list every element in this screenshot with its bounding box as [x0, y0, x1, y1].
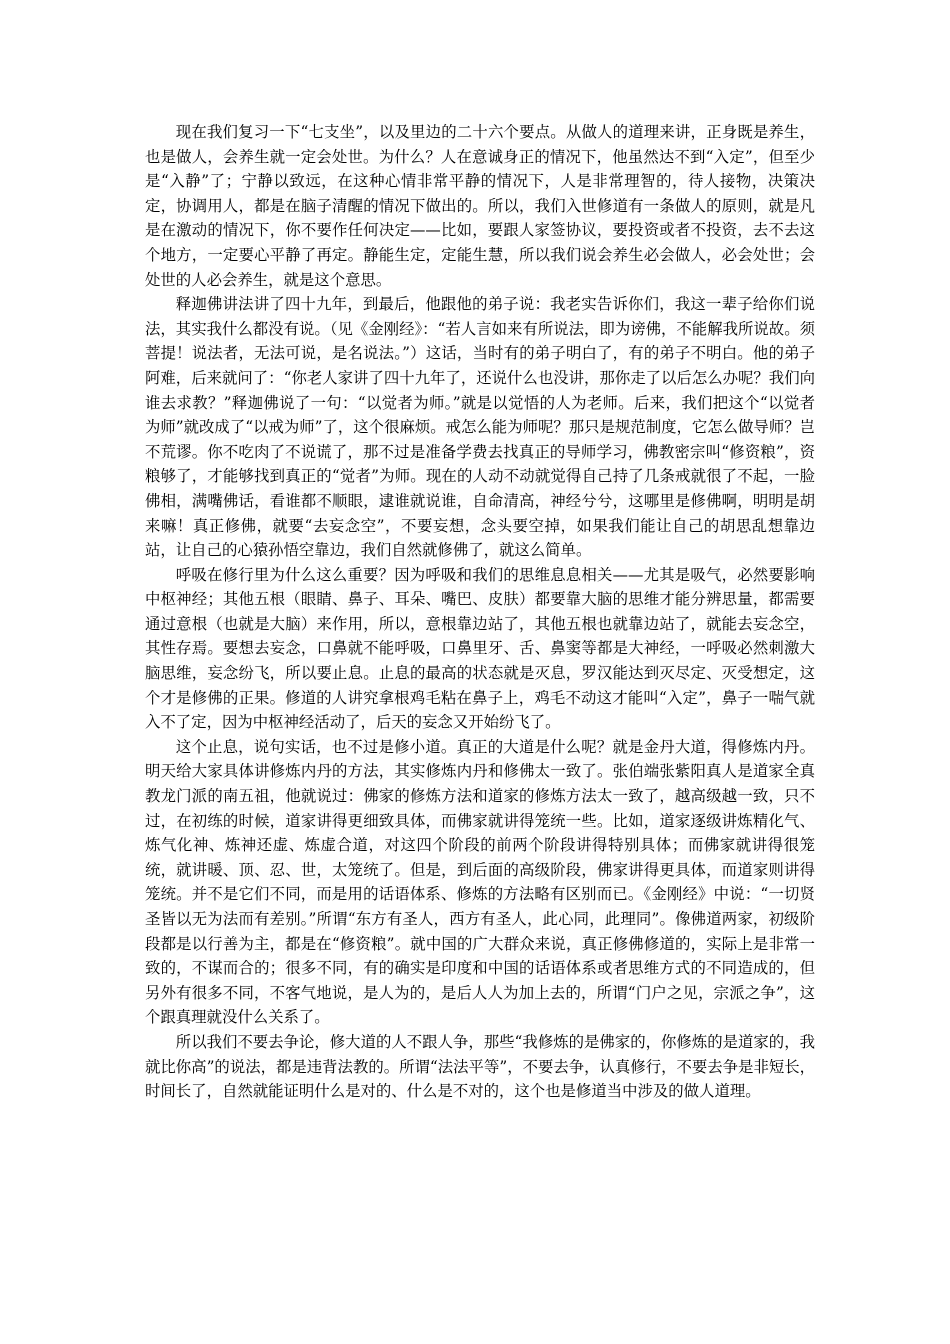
paragraph-buddha-teaching: 释迦佛讲法讲了四十九年，到最后，他跟他的弟子说：我老实告诉你们，我这一辈子给你们说法，其实我什么都没有说。（见《金刚经》：“若人言如来有所说法，即为谤佛，不能解我所说故。须菩提！说法者，无法可说，是名说法。”）这话，当时有的弟子明白了，有的弟子不明白。他的弟子阿难，后来就问了：“你老人家讲了四十九年了，还说什么也没讲，那你走了以后怎么办呢？我们向谁去求教？”释迦佛说了一句：“以觉者为师。”就是以觉悟的人为老师。后来，我们把这个“以觉者为师”就改成了“以戒为师”了，这个很麻烦。戒怎么能为师呢？那只是规范制度，它怎么做导师？岂不荒谬。你不吃肉了不说谎了，那不过是准备学费去找真正的导师学习，佛教密宗叫“修资粮”，资粮够了，才能够找到真正的“觉者”为师。现在的人动不动就觉得自己持了几条戒就很了不起，一脸佛相，满嘴佛话，看谁都不顺眼，逮谁就说谁，自命清高，神经兮兮，这哪里是修佛啊，明明是胡来嘛！真正修佛，就要“去妄念空”，不要妄想，念头要空掉，如果我们能让自己的胡思乱想靠边站，让自己的心猿孙悟空靠边，我们自然就修佛了，就这么简单。: [145, 295, 816, 560]
paragraph-seven-point-posture: 现在我们复习一下“七支坐”，以及里边的二十六个要点。从做人的道理来讲，正身既是养生，也是做人，会养生就一定会处世。为什么？人在意诚身正的情况下，他虽然达不到“入定”，但至少是“入静”了；宁静以致远，在这种心情非常平静的情况下，人是非常理智的，待人接物，决策决定，协调用人，都是在脑子清醒的情况下做出的。所以，我们入世修道有一条做人的原则，就是凡是在激动的情况下，你不要作任何决定——比如，要跟人家签协议，要投资或者不投资，去不去这个地方，一定要心平静了再定。静能生定，定能生慧，所以我们说会养生必会做人，必会处世；会处世的人必会养生，就是这个意思。: [145, 123, 815, 289]
paragraph-breathing: 呼吸在修行里为什么这么重要？因为呼吸和我们的思维息息相关——尤其是吸气，必然要影响中枢神经；其他五根（眼睛、鼻子、耳朵、嘴巴、皮肤）都要靠大脑的思维才能分辨思量，都需要通过意根（也就是大脑）来作用，所以，意根靠边站了，其他五根也就靠边站了，就能去妄念空，其性存焉。要想去妄念，口鼻就不能呼吸，口鼻里牙、舌、鼻窦等都是大神经，一呼吸必然刺激大脑思维，妄念纷飞，所以要止息。止息的最高的状态就是灭息，罗汉能达到灭尽定、灭受想定，这个才是修佛的正果。修道的人讲究拿根鸡毛粘在鼻子上，鸡毛不动这才能叫“入定”，鼻子一喘气就入不了定，因为中枢神经活动了，后天的妄念又开始纷飞了。: [145, 565, 815, 732]
paragraph-inner-alchemy: 这个止息，说句实话，也不过是修小道。真正的大道是什么呢？就是金丹大道，得修炼内丹。明天给大家具体讲修炼内丹的方法，其实修炼内丹和修佛太一致了。张伯端张紫阳真人是道家全真教龙门派的南五祖，他就说过：佛家的修炼方法和道家的修炼方法太一致了，越高级越一致，只不过，在初练的时候，道家讲得更细致具体，而佛家就讲得笼统一些。比如，道家逐级讲炼精化气、炼气化神、炼神还虚、炼虚合道，对这四个阶段的前两个阶段讲得特别具体；而佛家就讲得很笼统，就讲暖、顶、忍、世，太笼统了。但是，到后面的高级阶段，佛家讲得更具体，而道家则讲得笼统。并不是它们不同，而是用的话语体系、修炼的方法略有区别而已。《金刚经》中说：“一切贤圣皆以无为法而有差别。”所谓“东方有圣人，西方有圣人，此心同，此理同”。像佛道两家，初级阶段都是以行善为主，都是在“修资粮”。就中国的广大群众来说，真正修佛修道的，实际上是非常一致的，不谋而合的；很多不同，有的确实是印度和中国的话语体系或者思维方式的不同造成的，但另外有很多不同，不客气地说，是人为的，是后人人为加上去的，所谓“门户之见，宗派之争”，这个跟真理就没什么关系了。: [145, 737, 815, 1027]
paragraph-no-dispute: 所以我们不要去争论，修大道的人不跟人争，那些“我修炼的是佛家的，你修炼的是道家的，我就比你高”的说法，都是违背法教的。所谓“法法平等”，不要去争，认真修行，不要去争是非短长，时间长了，自然就能证明什么是对的、什么是不对的，这个也是修道当中涉及的做人道理。: [145, 1032, 816, 1101]
document-body: [145, 120, 815, 1104]
